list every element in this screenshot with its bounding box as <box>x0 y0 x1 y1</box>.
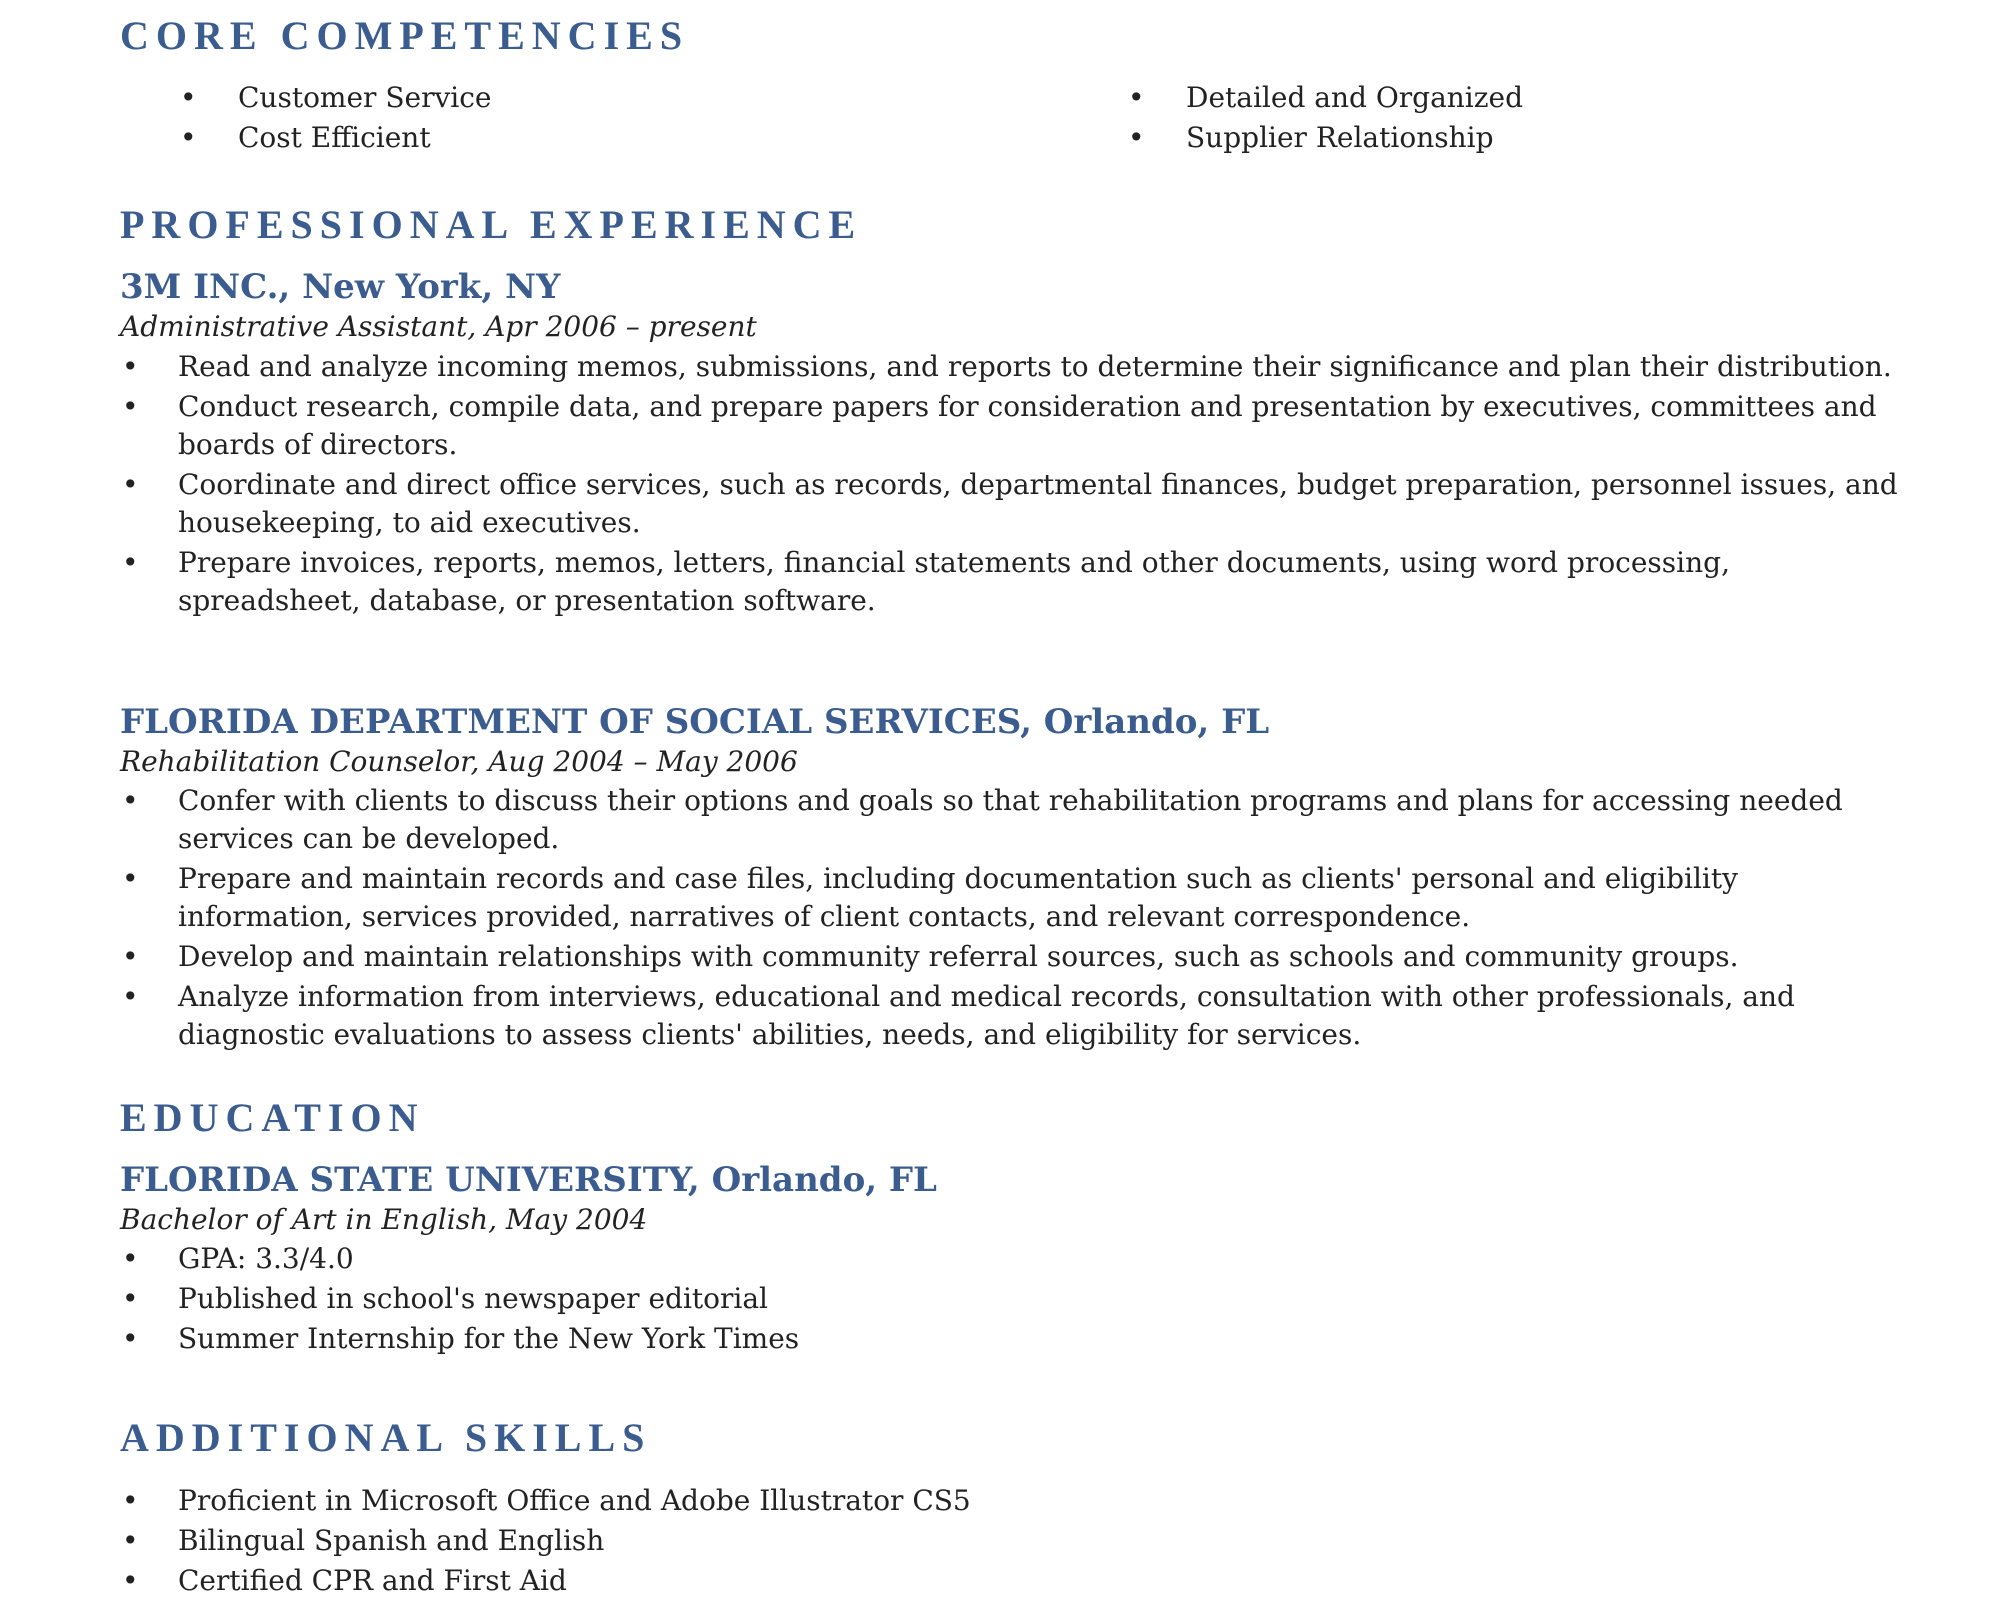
bullet-icon: • <box>122 1282 139 1315</box>
list-item: • Analyze information from interviews, educational and medical records, consultation with other professionals, and diagnostic evaluations to assess clients' abilities, needs, and eligibility for services. <box>122 980 1795 1051</box>
bullet-icon: • <box>122 390 139 423</box>
list-item: • Published in school's newspaper editorial <box>120 1280 1900 1318</box>
bullet-icon: • <box>122 350 139 383</box>
bullet-icon: • <box>122 940 139 973</box>
bullet-icon: • <box>122 1322 139 1355</box>
job-duties-list <box>120 782 1900 1056</box>
list-item: • Prepare invoices, reports, memos, letters, financial statements and other documents, using word processing, spreadsheet, database, or presentation software. <box>122 546 1730 617</box>
bullet-icon: • <box>122 980 139 1013</box>
bullet-icon: • <box>180 81 197 114</box>
job-title: Administrative Assistant, Apr 2006 – present <box>120 310 757 343</box>
education-heading: EDUCATION <box>120 1095 425 1140</box>
bullet-icon: • <box>122 1242 139 1275</box>
company-name: 3M INC., New York, NY <box>120 267 561 307</box>
additional-skills-heading: ADDITIONAL SKILLS <box>120 1415 652 1460</box>
bullet-icon: • <box>1128 121 1145 154</box>
bullet-icon: • <box>122 546 139 579</box>
additional-skills-list <box>120 1482 1900 1602</box>
bullet-icon: • <box>122 1524 139 1557</box>
list-item: • Bilingual Spanish and English <box>120 1522 1900 1560</box>
list-item: • Certified CPR and First Aid <box>120 1562 1900 1600</box>
competencies-left-list <box>180 78 492 158</box>
list-item: • Customer Service <box>180 78 492 118</box>
education-details-list <box>120 1240 1900 1360</box>
list-item: • Cost Efficient <box>180 118 492 158</box>
professional-experience-heading: PROFESSIONAL EXPERIENCE <box>120 202 863 247</box>
bullet-icon: • <box>1128 81 1145 114</box>
competencies-right-list <box>1128 78 1523 158</box>
bullet-icon: • <box>122 1484 139 1517</box>
company-name: FLORIDA DEPARTMENT OF SOCIAL SERVICES, Orlando, FL <box>120 702 1270 742</box>
list-item: • Supplier Relationship <box>1128 118 1523 158</box>
bullet-icon: • <box>122 468 139 501</box>
bullet-icon: • <box>180 121 197 154</box>
list-item: • Develop and maintain relationships with community referral sources, such as schools and community groups. <box>120 938 1900 976</box>
bullet-icon: • <box>122 784 139 817</box>
list-item: • Prepare and maintain records and case files, including documentation such as clients' personal and eligibility information, services provided, narratives of client contacts, and relevant correspondence. <box>122 862 1738 933</box>
list-item: • Summer Internship for the New York Times <box>120 1320 1900 1358</box>
list-item: • Proficient in Microsoft Office and Adobe Illustrator CS5 <box>120 1482 1900 1520</box>
list-item: • Coordinate and direct office services, such as records, departmental finances, budget preparation, personnel issues, and housekeeping, to aid executives. <box>122 468 1898 539</box>
core-competencies-heading: CORE COMPETENCIES <box>120 13 690 58</box>
list-item: • Read and analyze incoming memos, submissions, and reports to determine their significance and plan their distribution. <box>120 348 1900 386</box>
school-name: FLORIDA STATE UNIVERSITY, Orlando, FL <box>120 1160 937 1200</box>
list-item: • GPA: 3.3/4.0 <box>120 1240 1900 1278</box>
bullet-icon: • <box>122 1564 139 1597</box>
bullet-icon: • <box>122 862 139 895</box>
list-item: • Confer with clients to discuss their options and goals so that rehabilitation programs and plans for accessing needed services can be developed. <box>122 784 1843 855</box>
degree: Bachelor of Art in English, May 2004 <box>120 1203 648 1236</box>
list-item: • Detailed and Organized <box>1128 78 1523 118</box>
job-duties-list <box>120 348 1900 622</box>
list-item: • Conduct research, compile data, and prepare papers for consideration and presentation by executives, committees and boards of directors. <box>122 390 1877 461</box>
job-title: Rehabilitation Counselor, Aug 2004 – May 2006 <box>120 745 798 778</box>
